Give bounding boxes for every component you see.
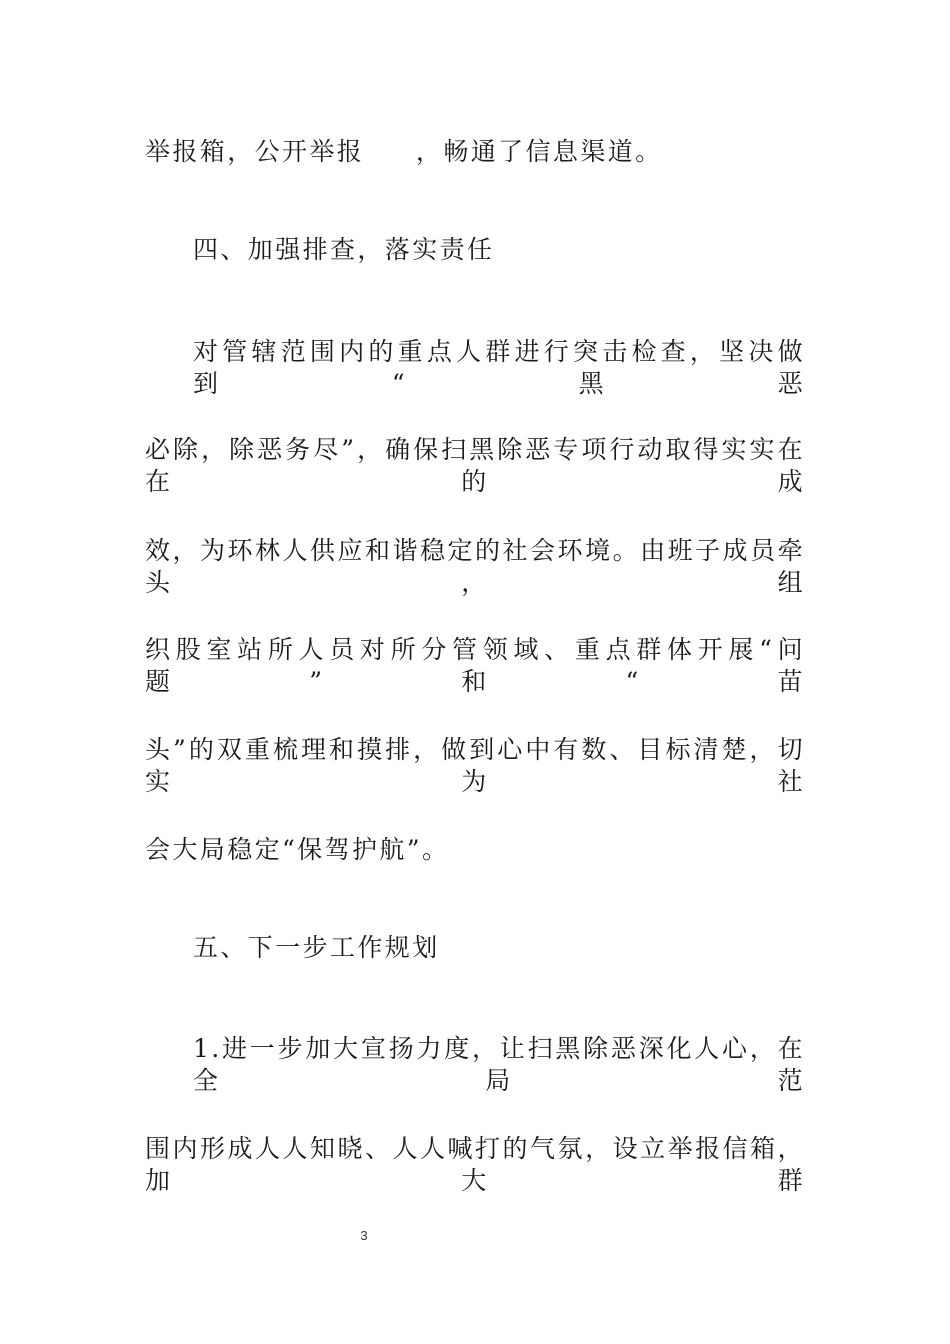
- page-number: 3: [360, 1228, 368, 1243]
- paragraph-line: 围内形成人人知晓、人人喊打的气氛，设立举报信箱，加大群: [145, 1134, 805, 1195]
- paragraph-line: 头”的双重梳理和摸排，做到心中有数、目标清楚，切实为社: [145, 735, 805, 796]
- paragraph-line: 会大局稳定“保驾护航”。: [145, 835, 450, 864]
- section-heading: 五、下一步工作规划: [193, 933, 440, 962]
- paragraph-line: 1.进一步加大宣扬力度，让扫黑除恶深化人心，在全局范: [193, 1034, 805, 1095]
- paragraph-line: 效，为环林人供应和谐稳定的社会环境。由班子成员牵头，组: [145, 536, 805, 597]
- paragraph-line: 必除，除恶务尽”，确保扫黑除恶专项行动取得实实在在的成: [145, 435, 805, 496]
- paragraph-line: 织股室站所人员对所分管领域、重点群体开展“问题”和“苗: [145, 635, 805, 696]
- paragraph-line: 对管辖范围内的重点人群进行突击检查，坚决做到“黑恶: [193, 337, 805, 398]
- paragraph-line: 举报箱，公开举报 ，畅通了信息渠道。: [145, 137, 663, 166]
- section-heading: 四、加强排查，落实责任: [193, 235, 495, 264]
